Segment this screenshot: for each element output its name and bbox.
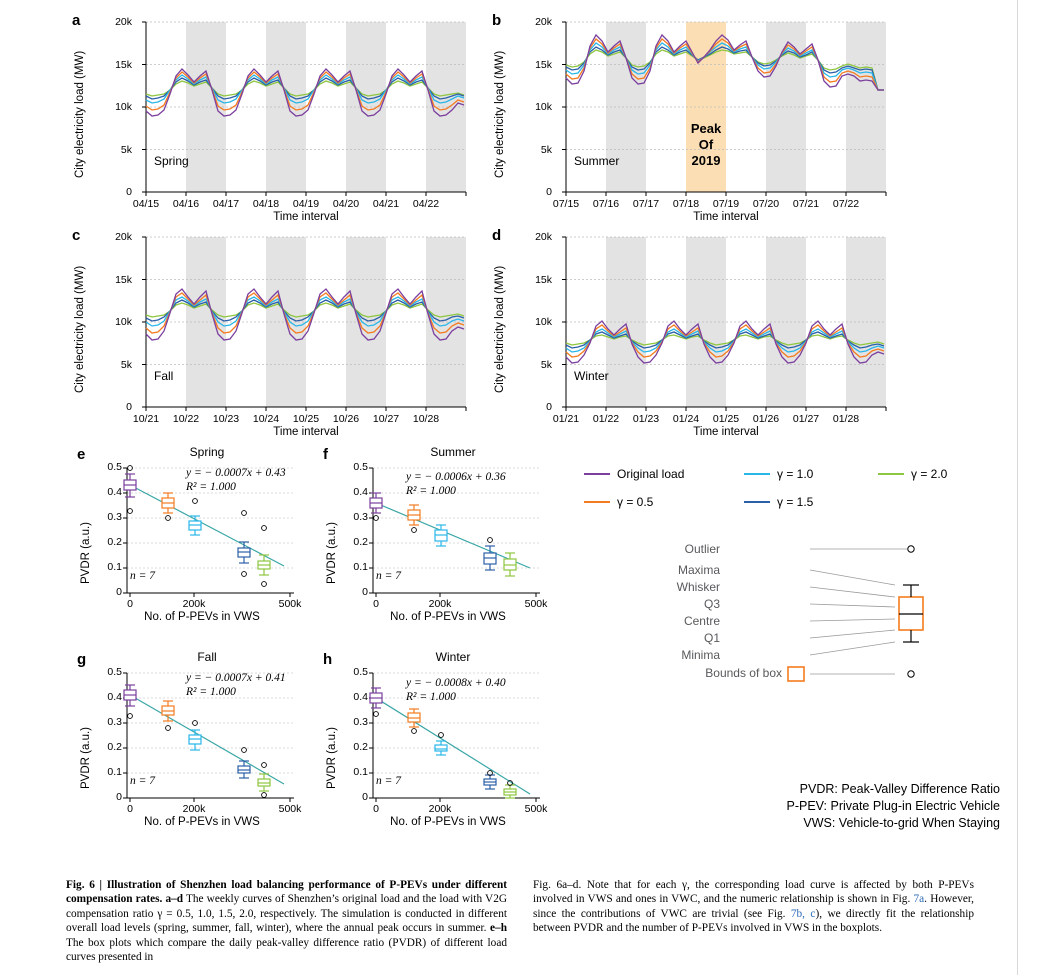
ytick-d-2: 10k [535, 316, 552, 328]
page-edge-rule [1017, 0, 1018, 975]
xtick-e-1: 200k [182, 598, 206, 610]
ytick-f-5: 0.5 [353, 461, 368, 473]
ytick-e-5: 0.5 [107, 461, 122, 473]
ytick-d-1: 5k [540, 359, 552, 371]
axis-label-y-f: PVDR (a.u.) [326, 522, 338, 584]
xtick-b-5: 07/20 [752, 198, 780, 210]
boxplot-label-whisker: Whisker [676, 580, 720, 594]
xtick-d-1: 01/22 [592, 413, 620, 425]
axis-label-x-g: No. of P-PEVs in VWS [144, 816, 260, 828]
abbreviation-vws: VWS: Vehicle-to-grid When Staying [803, 816, 1000, 830]
season-label-b: Summer [574, 154, 620, 168]
ytick-b-4: 20k [535, 16, 552, 28]
ytick-g-4: 0.4 [107, 691, 122, 703]
panel-title-h: Winter [435, 650, 471, 664]
ytick-g-3: 0.3 [107, 716, 122, 728]
panel-letter-c: c [72, 227, 81, 244]
panel-letter-h: h [323, 651, 333, 668]
xtick-b-6: 07/21 [792, 198, 820, 210]
fit-equation-g: y = − 0.0007x + 0.41 [186, 672, 286, 684]
boxplot-guide-diagram [690, 535, 1020, 715]
axis-label-y-c: City electricity load (MW) [74, 265, 86, 393]
caption-link-fig7a[interactable]: 7a [913, 893, 925, 906]
plot-area-d [562, 237, 886, 411]
axis-label-x-a: Time interval [273, 211, 339, 223]
xtick-h-1: 200k [428, 803, 452, 815]
ytick-f-4: 0.4 [353, 486, 368, 498]
ytick-b-1: 5k [540, 144, 552, 156]
fit-equation-e: y = − 0.0007x + 0.43 [186, 467, 286, 479]
ytick-f-1: 0.1 [353, 561, 368, 573]
legend-label-gamma-1-5: γ = 1.5 [777, 494, 814, 509]
legend-item-gamma-0-5 [584, 494, 653, 509]
xtick-d-0: 01/21 [552, 413, 580, 425]
xtick-a-0: 04/15 [132, 198, 160, 210]
ytick-h-4: 0.4 [353, 691, 368, 703]
panel-title-f: Summer [430, 445, 476, 459]
caption-col2-c: ), we directly fit the relationship between PVDR and the number of P-PEVs involved in VWS in the boxplots. [533, 907, 974, 935]
season-label-a: Spring [154, 154, 189, 168]
ytick-c-1: 5k [120, 359, 132, 371]
ytick-b-2: 10k [535, 101, 552, 113]
ytick-b-0: 0 [546, 186, 552, 198]
xtick-c-3: 10/24 [252, 413, 280, 425]
panel-title-g: Fall [197, 650, 217, 664]
fit-r2-f: R² = 1.000 [406, 485, 456, 497]
xtick-b-2: 07/17 [632, 198, 660, 210]
axis-label-y-e: PVDR (a.u.) [80, 522, 92, 584]
panel-letter-d: d [492, 227, 502, 244]
figure-caption-column-2 [533, 878, 974, 936]
caption-col1-rest2: The box plots which compare the daily peak-valley difference ratio (PVDR) of different load curves presented in [66, 936, 507, 964]
abbreviation-pvdr: PVDR: Peak-Valley Difference Ratio [799, 782, 1000, 796]
xtick-a-3: 04/18 [252, 198, 280, 210]
ytick-a-0: 0 [126, 186, 132, 198]
fit-equation-h: y = − 0.0008x + 0.40 [406, 677, 506, 689]
xtick-a-7: 04/22 [412, 198, 440, 210]
xtick-d-6: 01/27 [792, 413, 820, 425]
season-label-c: Fall [154, 369, 174, 383]
ytick-d-0: 0 [546, 401, 552, 413]
xtick-b-3: 07/18 [672, 198, 700, 210]
xtick-b-4: 07/19 [712, 198, 740, 210]
xtick-d-3: 01/24 [672, 413, 700, 425]
plot-area-a [142, 22, 466, 196]
axis-label-y-d: City electricity load (MW) [494, 265, 506, 393]
fit-r2-h: R² = 1.000 [406, 691, 456, 703]
xtick-d-2: 01/23 [632, 413, 660, 425]
legend-swatch-gamma-1-0 [744, 473, 770, 476]
caption-col2-a: Fig. 6a–d. Note that for each γ, the corresponding load curve is affected by both P-PEVs involved in VWS and ones in VWC, and the numeric relationship is shown in Fig. [533, 879, 974, 906]
xtick-b-1: 07/16 [592, 198, 620, 210]
legend-item-gamma-1-0 [744, 466, 813, 481]
fit-r2-e: R² = 1.000 [186, 481, 236, 493]
caption-col1-rest: The weekly curves of Shenzhen’s original load and the load with V2G compensation ratio γ = 0.5, 1.0, 1.5, 2.0, respectively. The simulation is conducted in different overall load levels (spring, summer, fall, winter), where the annual peak occurs in summer. [66, 893, 507, 935]
xtick-f-0: 0 [373, 598, 379, 610]
panel-letter-a: a [72, 12, 81, 29]
ytick-c-0: 0 [126, 401, 132, 413]
boxplot-label-outlier: Outlier [684, 542, 720, 556]
abbreviation-ppev: P-PEV: Private Plug-in Electric Vehicle [786, 799, 1000, 813]
xtick-h-2: 500k [524, 803, 548, 815]
xtick-e-0: 0 [127, 598, 133, 610]
xtick-g-1: 200k [182, 803, 206, 815]
xtick-c-6: 10/27 [372, 413, 400, 425]
legend-swatch-original-load [584, 473, 610, 476]
sample-size-f: n = 7 [376, 570, 402, 582]
ytick-a-3: 15k [115, 59, 132, 71]
ytick-h-2: 0.2 [353, 741, 368, 753]
ytick-h-5: 0.5 [353, 666, 368, 678]
ytick-c-3: 15k [115, 274, 132, 286]
ytick-e-2: 0.2 [107, 536, 122, 548]
ytick-a-4: 20k [115, 16, 132, 28]
ytick-a-2: 10k [115, 101, 132, 113]
ytick-c-2: 10k [115, 316, 132, 328]
legend-label-gamma-0-5: γ = 0.5 [617, 494, 654, 509]
sample-size-g: n = 7 [130, 775, 156, 787]
ytick-h-0: 0 [362, 791, 368, 803]
ytick-e-4: 0.4 [107, 486, 122, 498]
axis-label-x-b: Time interval [693, 211, 759, 223]
panel-letter-e: e [77, 446, 86, 463]
xtick-e-2: 500k [278, 598, 302, 610]
xtick-c-5: 10/26 [332, 413, 360, 425]
xtick-a-1: 04/16 [172, 198, 200, 210]
legend-item-gamma-2-0 [878, 466, 947, 481]
ytick-d-3: 15k [535, 274, 552, 286]
panel-letter-g: g [77, 651, 87, 668]
ytick-b-3: 15k [535, 59, 552, 71]
fit-equation-f: y = − 0.0006x + 0.36 [406, 471, 506, 483]
xtick-c-0: 10/21 [132, 413, 160, 425]
xtick-h-0: 0 [373, 803, 379, 815]
legend-swatch-gamma-2-0 [878, 473, 904, 476]
xtick-g-0: 0 [127, 803, 133, 815]
boxplot-label-minima: Minima [681, 648, 720, 662]
ytick-g-1: 0.1 [107, 766, 122, 778]
xtick-a-5: 04/20 [332, 198, 360, 210]
ytick-h-3: 0.3 [353, 716, 368, 728]
legend-swatch-gamma-0-5 [584, 501, 610, 504]
panel-letter-b: b [492, 12, 502, 29]
legend-label-original-load: Original load [617, 466, 685, 481]
boxplot-label-q3: Q3 [703, 597, 720, 611]
xtick-a-4: 04/19 [292, 198, 320, 210]
svg-text:2019: 2019 [691, 153, 721, 168]
xtick-f-2: 500k [524, 598, 548, 610]
ytick-g-0: 0 [116, 791, 122, 803]
ytick-g-2: 0.2 [107, 741, 122, 753]
ytick-c-4: 20k [115, 231, 132, 243]
axis-label-y-b: City electricity load (MW) [494, 50, 506, 178]
legend-item-gamma-1-5 [744, 494, 813, 509]
ytick-e-1: 0.1 [107, 561, 122, 573]
ytick-f-3: 0.3 [353, 511, 368, 523]
axis-label-y-a: City electricity load (MW) [74, 50, 86, 178]
axis-label-x-h: No. of P-PEVs in VWS [390, 816, 506, 828]
boxplot-label-q1: Q1 [703, 631, 720, 645]
xtick-c-4: 10/25 [292, 413, 320, 425]
boxplot-label-maxima: Maxima [677, 563, 720, 577]
xtick-b-0: 07/15 [552, 198, 580, 210]
ytick-a-1: 5k [120, 144, 132, 156]
xtick-d-5: 01/26 [752, 413, 780, 425]
axis-label-x-c: Time interval [273, 426, 339, 438]
caption-col2-b: . However, since the contributions of VWC are trivial (see Fig. [533, 893, 974, 920]
ytick-e-0: 0 [116, 586, 122, 598]
caption-lead: Fig. 6 | Illustration of Shenzhen load balancing performance of P-PEVs under different compensation rates. a–d [66, 879, 507, 906]
season-label-d: Winter [574, 369, 609, 383]
boxplot-label-bounds-of-box: Bounds of box [705, 666, 782, 680]
panel-title-e: Spring [189, 445, 225, 459]
xtick-a-2: 04/17 [212, 198, 240, 210]
axis-label-x-f: No. of P-PEVs in VWS [390, 611, 506, 623]
axis-label-y-h: PVDR (a.u.) [326, 727, 338, 789]
caption-bold-eh: e–h [490, 922, 507, 935]
ytick-g-5: 0.5 [107, 666, 122, 678]
xtick-f-1: 200k [428, 598, 452, 610]
ytick-e-3: 0.3 [107, 511, 122, 523]
svg-text:Peak: Peak [690, 121, 722, 136]
axis-label-y-g: PVDR (a.u.) [80, 727, 92, 789]
svg-text:Of: Of [698, 137, 714, 152]
xtick-b-7: 07/22 [832, 198, 860, 210]
legend-swatch-gamma-1-5 [744, 501, 770, 504]
xtick-c-1: 10/22 [172, 413, 200, 425]
sample-size-e: n = 7 [130, 570, 156, 582]
legend-item-original-load [584, 466, 684, 481]
ytick-h-1: 0.1 [353, 766, 368, 778]
xtick-a-6: 04/21 [372, 198, 400, 210]
legend-label-gamma-2-0: γ = 2.0 [911, 466, 948, 481]
axis-label-x-d: Time interval [693, 426, 759, 438]
legend-label-gamma-1-0: γ = 1.0 [777, 466, 814, 481]
axis-label-x-e: No. of P-PEVs in VWS [144, 611, 260, 623]
ytick-f-0: 0 [362, 586, 368, 598]
plot-area-c [142, 237, 466, 411]
fit-r2-g: R² = 1.000 [186, 686, 236, 698]
xtick-d-7: 01/28 [832, 413, 860, 425]
figure-caption-column-1 [66, 878, 507, 964]
xtick-g-2: 500k [278, 803, 302, 815]
xtick-d-4: 01/25 [712, 413, 740, 425]
ytick-d-4: 20k [535, 231, 552, 243]
ytick-f-2: 0.2 [353, 536, 368, 548]
panel-letter-f: f [323, 446, 328, 463]
boxplot-label-centre: Centre [683, 614, 720, 628]
caption-link-fig7bc[interactable]: 7b, c [790, 907, 816, 920]
xtick-c-2: 10/23 [212, 413, 240, 425]
sample-size-h: n = 7 [376, 775, 402, 787]
xtick-c-7: 10/28 [412, 413, 440, 425]
plot-area-b [562, 22, 886, 196]
